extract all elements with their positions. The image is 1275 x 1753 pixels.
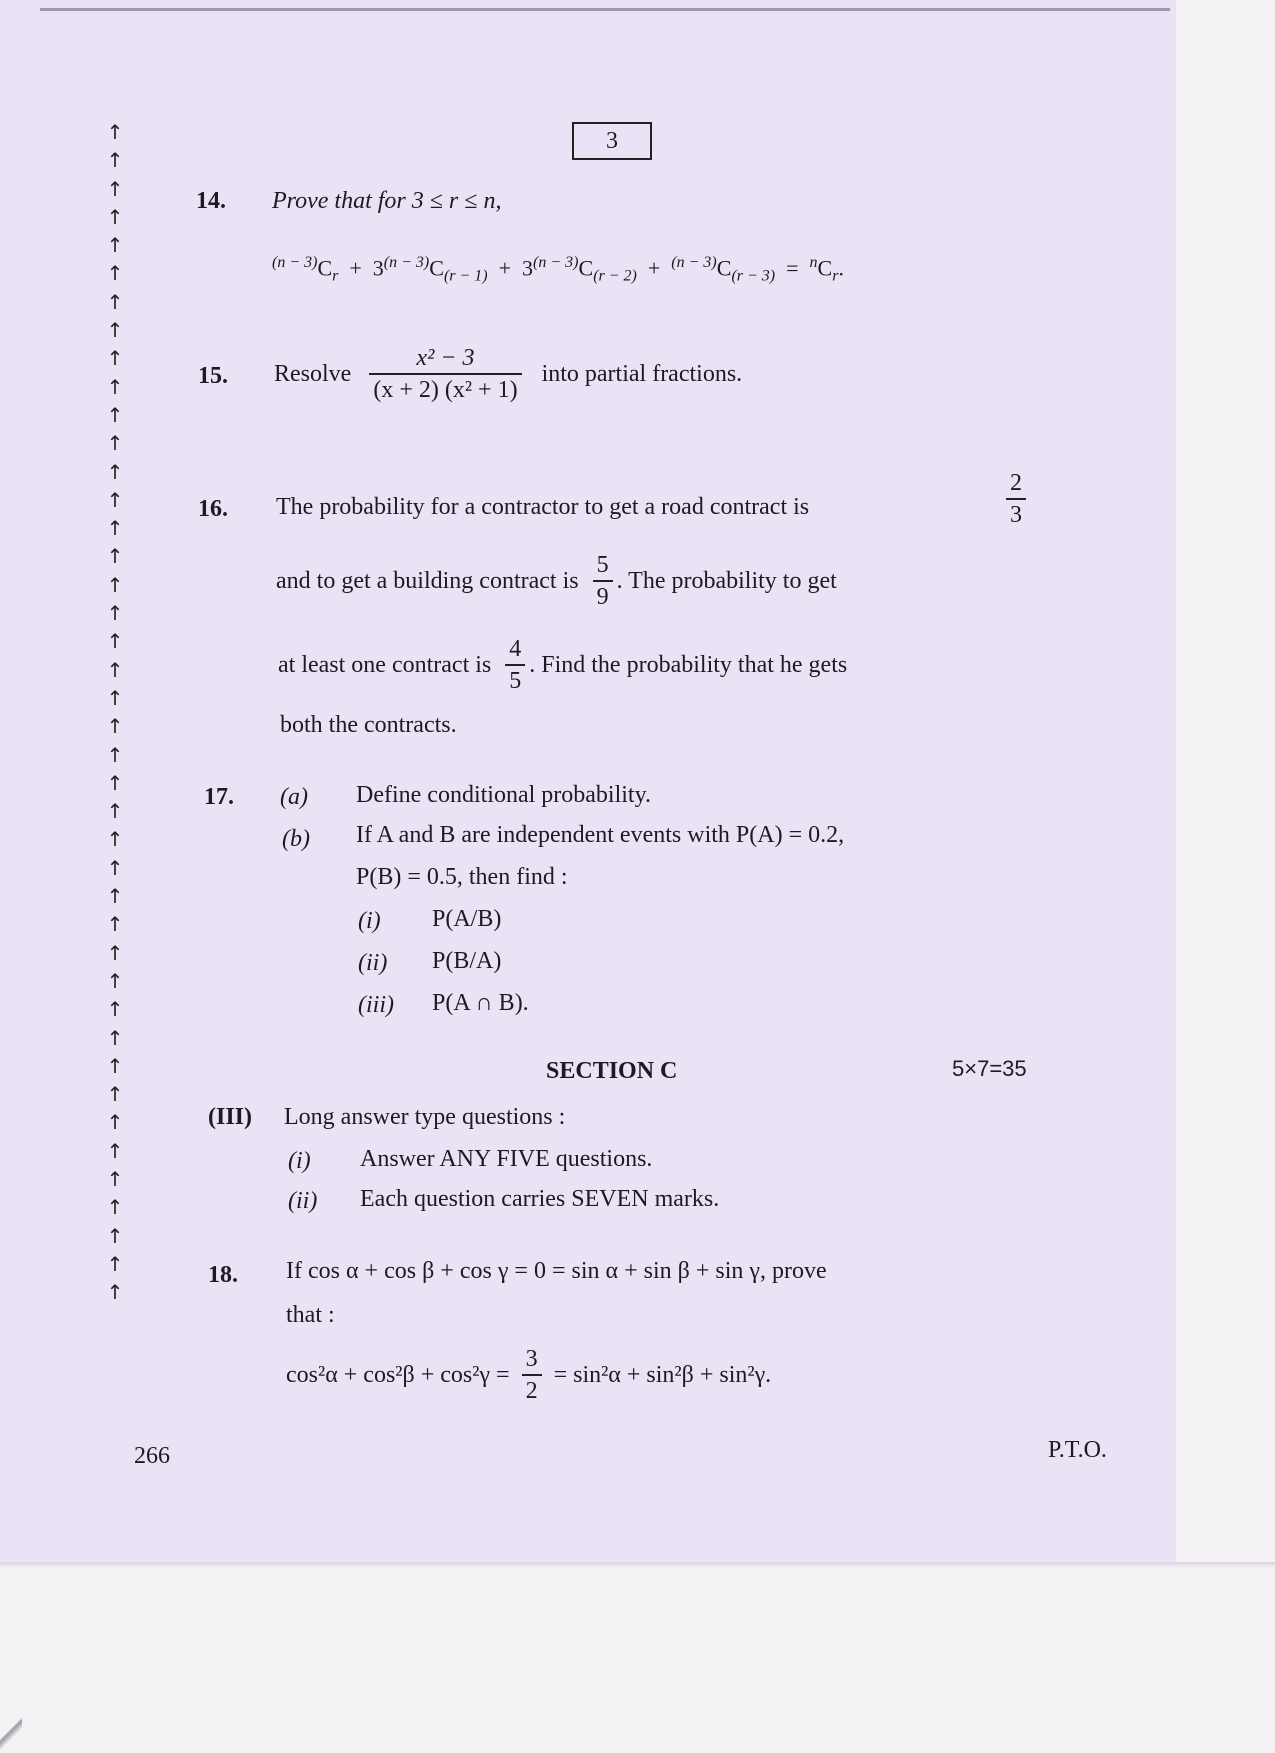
q17-iii-text: P(A ∩ B). — [432, 990, 529, 1016]
page-number-box: 3 — [572, 122, 652, 160]
up-arrow-icon: ↑ — [106, 1110, 124, 1135]
q16-line2: and to get a building contract is $\frac{5}{9}$ . The probability to get — [276, 552, 837, 610]
up-arrow-icon: ↑ — [106, 204, 124, 229]
q17-b-text1: If A and B are independent events with P(A) = 0.2, — [356, 822, 845, 848]
q16-line3: at least one contract is $\frac{4}{5}$ . Find the probability that he gets — [278, 636, 848, 694]
up-arrow-icon: ↑ — [106, 572, 124, 597]
up-arrow-icon: ↑ — [106, 120, 124, 144]
q17-a-text: Define conditional probability. — [356, 782, 652, 808]
paper-code: 266 — [134, 1443, 170, 1469]
top-edge-line — [40, 8, 1170, 11]
up-arrow-icon: ↑ — [106, 629, 124, 654]
page-bottom-shadow — [0, 1562, 1275, 1568]
up-arrow-icon: ↑ — [106, 318, 124, 343]
up-arrow-icon: ↑ — [106, 1223, 124, 1248]
q16-fraction1: $\frac{2}{3}$ — [1000, 468, 1032, 530]
up-arrow-icon: ↑ — [106, 544, 124, 569]
up-arrow-icon: ↑ — [106, 714, 124, 739]
up-arrow-icon: ↑ — [106, 431, 124, 456]
q15-fraction — [369, 343, 521, 405]
q17-a-label: (a) — [280, 784, 308, 810]
up-arrow-icon: ↑ — [106, 516, 124, 541]
section-ii-text: Each question carries SEVEN marks. — [360, 1186, 720, 1212]
up-arrow-icon: ↑ — [106, 827, 124, 852]
q15-line — [274, 343, 742, 405]
q17-ii-text: P(B/A) — [432, 948, 502, 974]
up-arrow-icon: ↑ — [106, 657, 124, 682]
q15-tail: into partial fractions. — [541, 360, 743, 387]
q18-number: 18. — [208, 1262, 238, 1288]
q18-identity: cos²α + cos²β + cos²γ = $\frac{3}{2}$ = sin²α + sin²β + sin²γ. — [286, 1346, 772, 1404]
up-arrow-icon: ↑ — [106, 997, 124, 1022]
section-i-label: (i) — [288, 1148, 311, 1174]
up-arrow-icon: ↑ — [106, 374, 124, 399]
page-corner-fold — [0, 1715, 22, 1753]
up-arrow-icon: ↑ — [106, 601, 124, 626]
up-arrow-icon: ↑ — [106, 1195, 124, 1220]
section-ii-label: (ii) — [288, 1188, 318, 1214]
up-arrow-icon: ↑ — [106, 1280, 124, 1305]
q18-fraction: $\frac{3}{2}$ — [522, 1344, 542, 1406]
up-arrow-icon: ↑ — [106, 1082, 124, 1107]
q15-numerator: x² − 3 — [416, 345, 475, 371]
pto-label: P.T.O. — [1048, 1437, 1107, 1463]
up-arrow-icon: ↑ — [106, 402, 124, 427]
section-roman: (III) — [208, 1104, 253, 1130]
q17-b-label: (b) — [282, 826, 310, 852]
up-arrow-icon: ↑ — [106, 799, 124, 824]
up-arrow-icon: ↑ — [106, 459, 124, 484]
up-arrow-icon: ↑ — [106, 1053, 124, 1078]
up-arrow-icon: ↑ — [106, 855, 124, 880]
q18-line2: that : — [286, 1302, 335, 1328]
up-arrow-icon: ↑ — [106, 1138, 124, 1163]
q14-text: Prove that for 3 ≤ r ≤ n, — [272, 188, 502, 214]
up-arrow-icon: ↑ — [106, 261, 124, 286]
q16-line4: both the contracts. — [280, 712, 457, 738]
q16-fraction3: $\frac{4}{5}$ — [505, 634, 525, 696]
up-arrow-icon: ↑ — [106, 1025, 124, 1050]
q17-i-label: (i) — [358, 908, 381, 934]
section-marks: 5×7=35 — [952, 1056, 1027, 1081]
q14-identity: $^{(n - 3)}C_r + 3^{(n - 3)}C_{(r - 1)} + 3^{(n - 3)}C_{(r - 2)} + ^{(n - 3)}C_{(r - 3)} = ^nC_r$. — [272, 254, 844, 285]
q17-iii-label: (iii) — [358, 992, 394, 1018]
q17-b-text2: P(B) = 0.5, then find : — [356, 864, 568, 890]
q17-number: 17. — [204, 784, 234, 810]
q16-number: 16. — [198, 496, 228, 522]
up-arrow-icon: ↑ — [106, 685, 124, 710]
q18-line1: If cos α + cos β + cos γ = 0 = sin α + sin β + sin γ, prove — [286, 1258, 827, 1284]
up-arrow-icon: ↑ — [106, 912, 124, 937]
up-arrow-icon: ↑ — [106, 770, 124, 795]
q16-line1: The probability for a contractor to get a road contract is — [276, 494, 810, 520]
margin-arrows — [100, 118, 130, 1306]
up-arrow-icon: ↑ — [106, 940, 124, 965]
q14-number: 14. — [196, 188, 226, 214]
up-arrow-icon: ↑ — [106, 1166, 124, 1191]
up-arrow-icon: ↑ — [106, 176, 124, 201]
q15-denominator: (x + 2) (x² + 1) — [369, 373, 521, 405]
section-title: SECTION C — [546, 1058, 678, 1084]
up-arrow-icon: ↑ — [106, 1251, 124, 1276]
up-arrow-icon: ↑ — [106, 289, 124, 314]
up-arrow-icon: ↑ — [106, 148, 124, 173]
up-arrow-icon: ↑ — [106, 233, 124, 258]
section-heading: Long answer type questions : — [284, 1104, 566, 1130]
q17-ii-label: (ii) — [358, 950, 388, 976]
q16-fraction2: $\frac{5}{9}$ — [593, 550, 613, 612]
up-arrow-icon: ↑ — [106, 487, 124, 512]
up-arrow-icon: ↑ — [106, 884, 124, 909]
q15-number: 15. — [198, 363, 228, 389]
up-arrow-icon: ↑ — [106, 346, 124, 371]
q15-lead: Resolve — [274, 360, 352, 387]
q17-i-text: P(A/B) — [432, 906, 502, 932]
up-arrow-icon: ↑ — [106, 968, 124, 993]
section-i-text: Answer ANY FIVE questions. — [360, 1146, 653, 1172]
up-arrow-icon: ↑ — [106, 742, 124, 767]
